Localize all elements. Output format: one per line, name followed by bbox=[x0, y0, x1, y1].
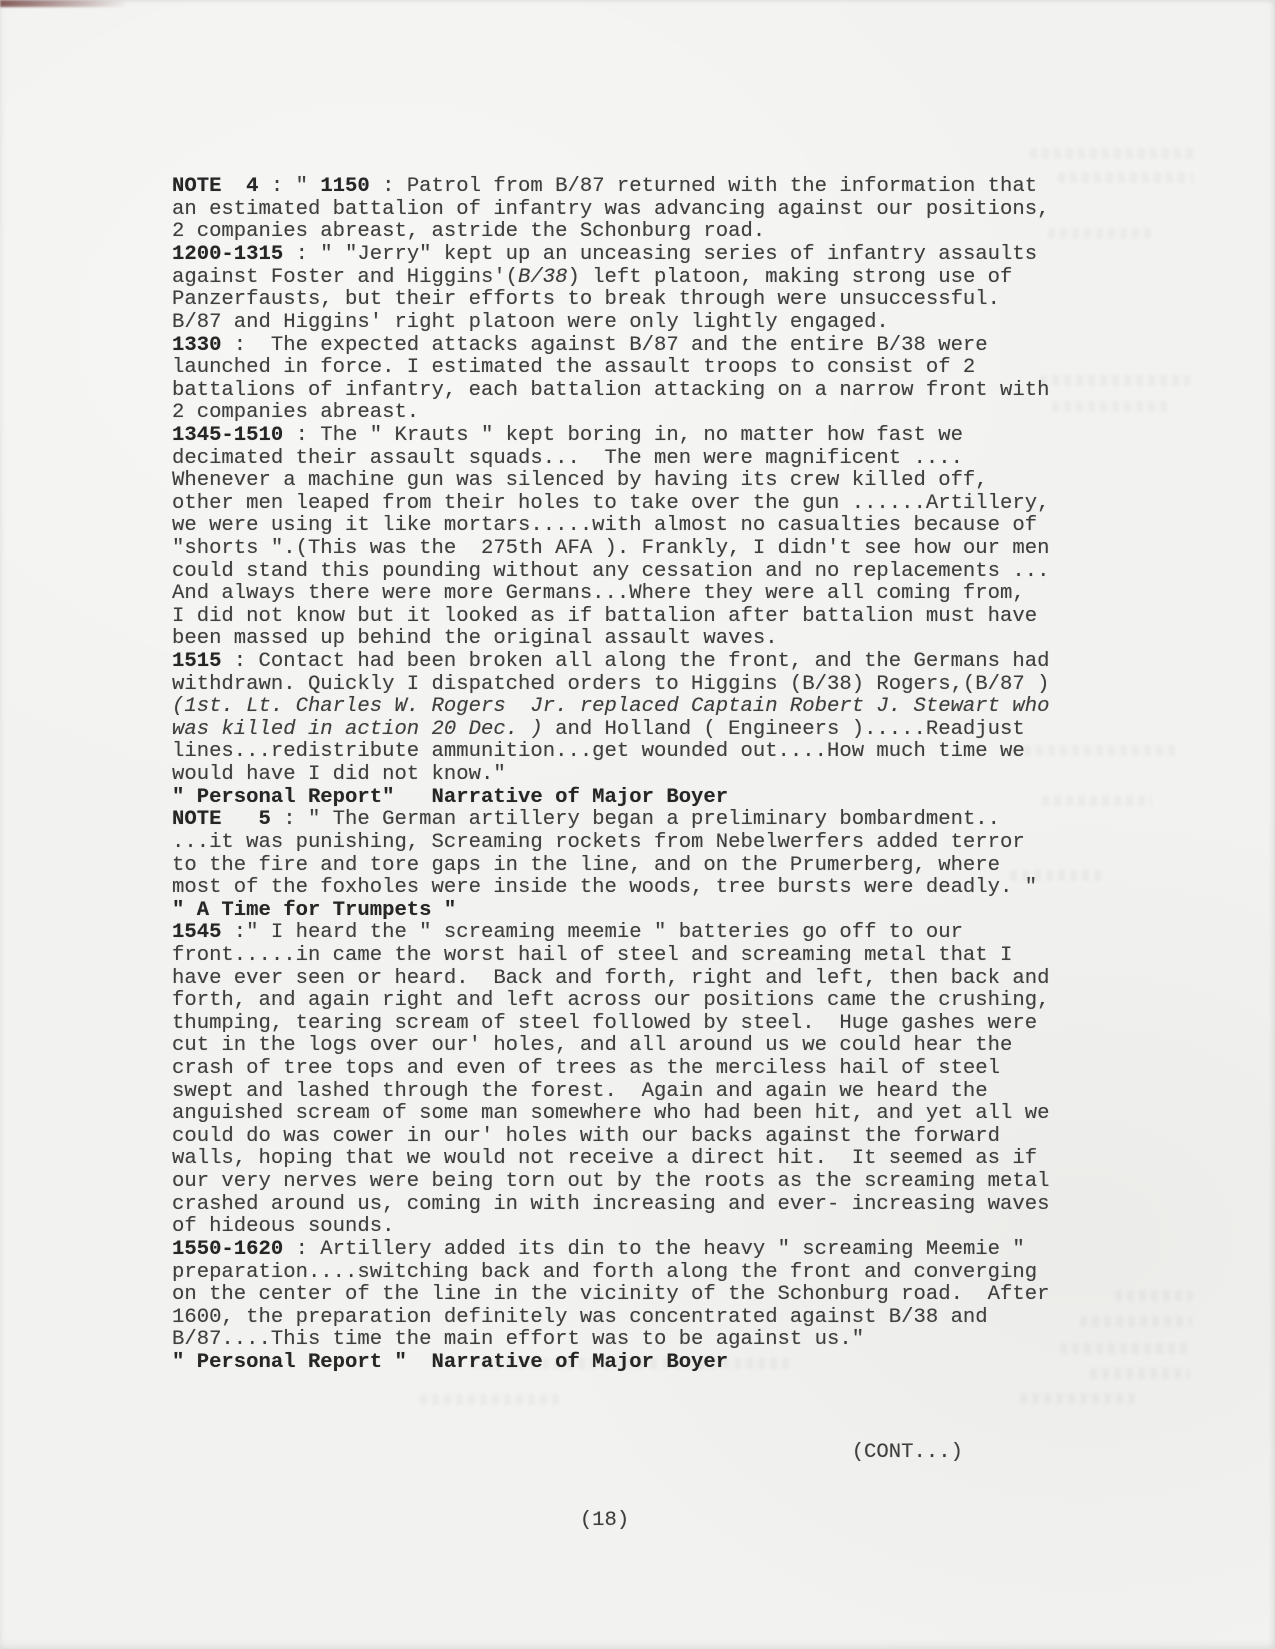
text-line: 1600, the preparation definitely was concentrated against B/38 and bbox=[172, 1305, 988, 1329]
text-line: forth, and again right and left across our positions came the crushing, bbox=[172, 989, 1050, 1013]
text-line: most of the foxholes were inside the woods, tree bursts were deadly. " bbox=[172, 876, 1038, 900]
text-line: other men leaped from their holes to take over the gun ......Artillery, bbox=[172, 491, 1050, 515]
text-line: could do was cower in our' holes with our backs against the forward bbox=[172, 1124, 1001, 1148]
text-line: against Foster and Higgins'(B/38) left platoon, making strong use of bbox=[172, 265, 1013, 289]
document-lines bbox=[172, 176, 1049, 1397]
text-line: thumping, tearing scream of steel followed by steel. Huge gashes were bbox=[172, 1011, 1038, 1035]
text-line: 1345-1510 : The " Krauts " kept boring in, no matter how fast we bbox=[172, 423, 963, 447]
text-line: withdrawn. Quickly I dispatched orders to Higgins (B/38) Rogers,(B/87 ) bbox=[172, 672, 1050, 696]
text-line: Whenever a machine gun was silenced by having its crew killed off, bbox=[172, 469, 988, 493]
text-line: cut in the logs over our' holes, and all around us we could hear the bbox=[172, 1034, 1013, 1058]
text-line: Panzerfausts, but their efforts to break through were unsuccessful. bbox=[172, 288, 1001, 312]
text-line: walls, hoping that we would not receive a direct hit. It seemed as if bbox=[172, 1147, 1038, 1171]
text-line: 1515 : Contact had been broken all along the front, and the Germans had bbox=[172, 650, 1050, 674]
text-line: an estimated battalion of infantry was advancing against our positions, bbox=[172, 197, 1050, 221]
text-line: crash of tree tops and even of trees as the merciless hail of steel bbox=[172, 1057, 1001, 1081]
continuation-marker: (CONT...) bbox=[851, 1441, 963, 1465]
text-line: "shorts ".(This was the 275th AFA ). Frankly, I didn't see how our men bbox=[172, 537, 1050, 560]
bleed-through-artifact bbox=[1058, 172, 1193, 183]
text-line: NOTE 4 : " 1150 : Patrol from B/87 returned with the information that bbox=[172, 175, 1038, 199]
text-line: our very nerves were being torn out by the roots as the screaming metal bbox=[172, 1170, 1050, 1194]
scan-corner-smudge bbox=[0, 0, 128, 7]
text-line: would have I did not know." bbox=[172, 763, 506, 787]
document-text-block bbox=[172, 131, 1049, 1578]
text-line: NOTE 5 : " The German artillery began a preliminary bombardment.. bbox=[172, 808, 1001, 832]
bleed-through-artifact bbox=[1048, 228, 1153, 239]
bleed-through-artifact bbox=[1030, 148, 1195, 159]
bleed-through-artifact bbox=[1115, 1290, 1193, 1301]
text-line: have ever seen or heard. Back and forth, right and left, then back and bbox=[172, 966, 1050, 990]
text-line: preparation....switching back and forth along the front and converging bbox=[172, 1260, 1038, 1284]
text-line: " A Time for Trumpets " bbox=[172, 898, 457, 922]
text-line: And always there were more Germans...Where they were all coming from, bbox=[172, 582, 1025, 606]
text-line: battalions of infantry, each battalion attacking on a narrow front with bbox=[172, 378, 1050, 402]
text-line: on the center of the line in the vicinity of the Schonburg road. After bbox=[172, 1283, 1050, 1307]
text-line: 2 companies abreast. bbox=[172, 401, 420, 425]
text-line: I did not know but it looked as if battalion after battalion must have bbox=[172, 604, 1038, 628]
bleed-through-artifact bbox=[1042, 795, 1152, 806]
bleed-through-artifact bbox=[1080, 1316, 1192, 1327]
text-line: " Personal Report" Narrative of Major Boyer bbox=[172, 785, 729, 809]
text-line: been massed up behind the original assault waves. bbox=[172, 627, 778, 651]
text-line: anguished scream of some man somewhere who had been hit, and yet all we bbox=[172, 1102, 1050, 1126]
text-line: lines...redistribute ammunition...get wounded out....How much time we bbox=[172, 740, 1025, 764]
text-line: decimated their assault squads... The men were magnificent .... bbox=[172, 446, 963, 470]
text-line: " Personal Report " Narrative of Major Boyer bbox=[172, 1350, 729, 1374]
text-line: ...it was punishing, Screaming rockets from Nebelwerfers added terror bbox=[172, 830, 1025, 854]
text-line: crashed around us, coming in with increasing and ever- increasing waves bbox=[172, 1192, 1050, 1216]
bleed-through-artifact bbox=[1090, 1368, 1190, 1379]
text-line: front.....in came the worst hail of steel and screaming metal that I bbox=[172, 943, 1013, 967]
text-line: B/87....This time the main effort was to be against us." bbox=[172, 1328, 865, 1352]
text-line bbox=[172, 1375, 1049, 1398]
text-line: we were using it like mortars.....with almost no casualties because of bbox=[172, 514, 1038, 538]
bleed-through-artifact bbox=[1052, 401, 1172, 412]
text-line: 2 companies abreast, astride the Schonburg road. bbox=[172, 220, 766, 244]
text-line: was killed in action 20 Dec. ) and Holland ( Engineers ).....Readjust bbox=[172, 717, 1025, 741]
text-line: 1550-1620 : Artillery added its din to the heavy " screaming Meemie " bbox=[172, 1237, 1025, 1261]
text-line: 1545 :" I heard the " screaming meemie " batteries go off to our bbox=[172, 921, 963, 945]
text-line: swept and lashed through the forest. Again and again we heard the bbox=[172, 1079, 988, 1103]
text-line: 1330 : The expected attacks against B/87 and the entire B/38 were bbox=[172, 333, 988, 357]
text-line: launched in force. I estimated the assault troops to consist of 2 bbox=[172, 356, 976, 380]
bleed-through-artifact bbox=[1060, 1343, 1192, 1354]
text-line: could stand this pounding without any cessation and no replacements ... bbox=[172, 559, 1050, 583]
text-line: 1200-1315 : " "Jerry" kept up an unceasing series of infantry assaults bbox=[172, 243, 1038, 267]
page-number: (18) bbox=[579, 1509, 630, 1533]
text-line: (1st. Lt. Charles W. Rogers Jr. replaced Captain Robert J. Stewart who bbox=[172, 695, 1050, 719]
bleed-through-artifact bbox=[1040, 375, 1190, 386]
text-line: to the fire and tore gaps in the line, and on the Prumerberg, where bbox=[172, 853, 1001, 877]
text-line: B/87 and Higgins' right platoon were only lightly engaged. bbox=[172, 310, 889, 334]
text-line: of hideous sounds. bbox=[172, 1215, 395, 1239]
